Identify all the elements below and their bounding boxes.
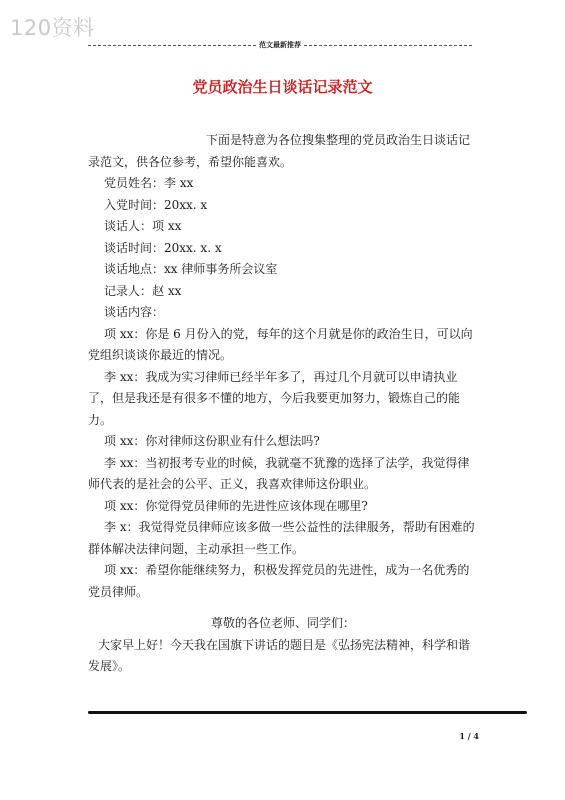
header-label: 范文最新推荐 xyxy=(259,41,301,49)
header-dash-left xyxy=(88,45,256,46)
footer-rule xyxy=(88,711,527,714)
field-join-date: 入党时间：20xx. x xyxy=(104,197,208,212)
speech-greeting: 尊敬的各位老师、同学们： xyxy=(210,616,355,630)
field-talk-time: 谈话时间：20xx. x. x xyxy=(104,240,222,255)
intro-paragraph: 下面是特意为各位搜集整理的党员政治生日谈话记录范文，供各位参考，希望你能喜欢。 xyxy=(88,133,471,169)
dialogue-line: 李 xx：我成为实习律师已经半年多了，再过几个月就可以申请执业了，但是我还是有很多不懂的地方，今后我要更加努力，锻炼自己的能力。 xyxy=(88,369,461,427)
field-member-name: 党员姓名：李 xx xyxy=(104,176,194,190)
dialogue-line: 项 xx：你觉得党员律师的先进性应该体现在哪里? xyxy=(104,498,368,513)
header-rule xyxy=(88,40,472,50)
dialogue-line: 项 xx：你对律师这份职业有什么想法吗? xyxy=(104,434,320,448)
speech-paragraph: 大家早上好！今天我在国旗下讲话的题目是《弘扬宪法精神，科学和谐发展》。 xyxy=(88,637,471,673)
dialogue-line: 李 xx：当初报考专业的时候，我就毫不犹豫的选择了法学，我觉得律师代表的是社会的公平、正义，我喜欢律师这份职业。 xyxy=(88,455,470,491)
field-recorder: 记录人：赵 xx xyxy=(104,283,182,298)
field-talk-content: 谈话内容： xyxy=(104,305,165,319)
field-interviewer: 谈话人：项 xx xyxy=(104,219,182,233)
dialogue-line: 项 xx：你是 6 月份入的党，每年的这个月就是你的政治生日，可以向党组织谈谈你最近的情况。 xyxy=(88,326,473,362)
field-talk-location: 谈话地点：xx 律师事务所会议室 xyxy=(104,262,278,276)
page-number: 1 / 4 xyxy=(459,731,479,741)
document-body xyxy=(88,130,478,678)
dialogue-line: 项 xx：希望你能继续努力，积极发挥党员的先进性，成为一名优秀的党员律师。 xyxy=(88,563,470,599)
document-title: 党员政治生日谈话记录范文 xyxy=(192,78,373,96)
header-dash-right xyxy=(304,45,472,46)
dialogue-line: 李 x：我觉得党员律师应该多做一些公益性的法律服务，帮助有困难的群体解决法律问题，主动承担一些工作。 xyxy=(88,520,475,556)
watermark-logo: 120资料 xyxy=(10,16,95,40)
